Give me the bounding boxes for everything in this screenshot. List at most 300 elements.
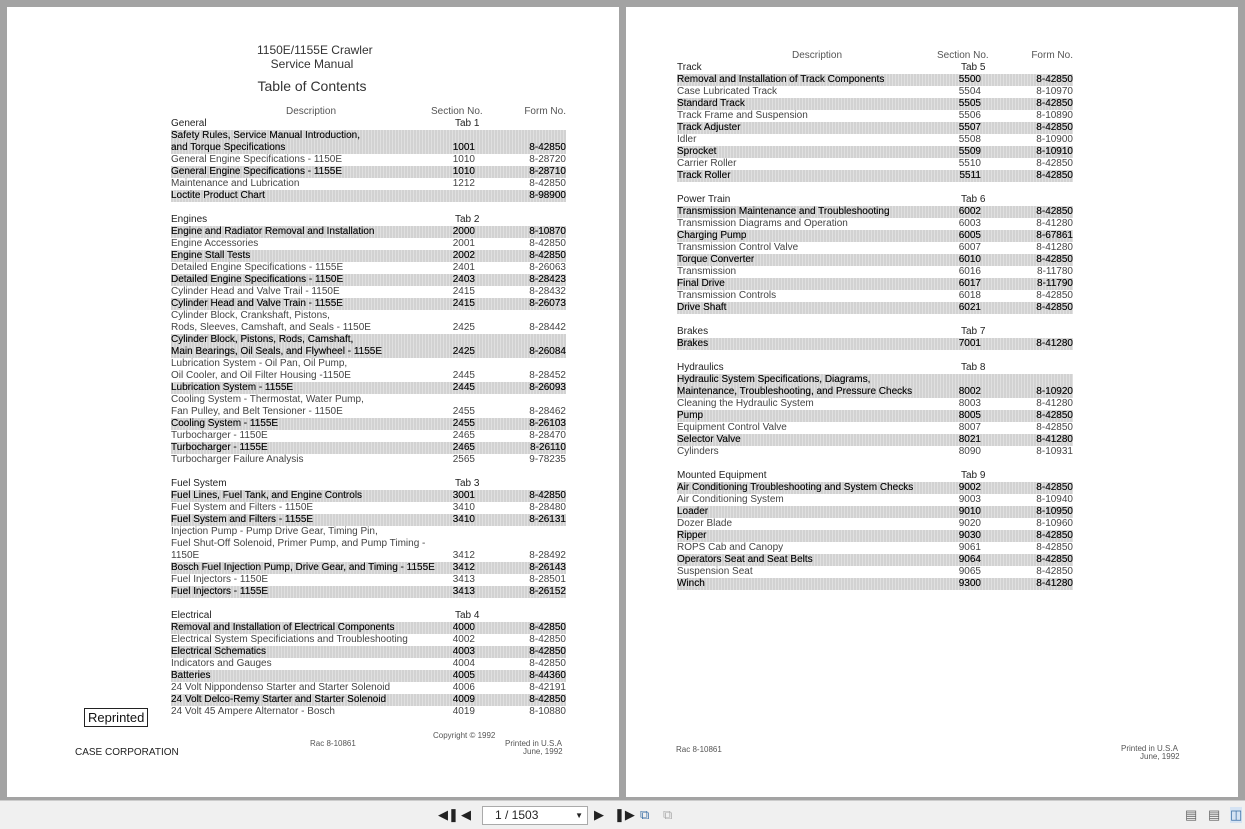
section-gap <box>677 182 1073 194</box>
rac-number: Rac 8-10861 <box>676 745 722 754</box>
first-page-icon[interactable]: ◀❚ <box>438 807 459 822</box>
toc-row[interactable] <box>677 110 1073 122</box>
row-form-no: 8-26110 <box>530 442 566 453</box>
row-description <box>677 290 1073 302</box>
row-description <box>171 574 566 586</box>
toc-row[interactable] <box>677 266 1073 278</box>
row-description-line: 24 Volt Delco-Remy Starter and Starter Solenoid <box>171 694 387 705</box>
row-description-line: Cooling System - Thermostat, Water Pump, <box>171 394 364 405</box>
copyright: Copyright © 1992 <box>433 731 496 740</box>
row-section-no: 9020 <box>958 518 981 529</box>
row-section-no: 4003 <box>452 646 475 657</box>
row-section-no: 3413 <box>452 574 475 585</box>
row-description-line: Transmission Controls <box>677 290 777 301</box>
row-section-no: 4004 <box>452 658 475 669</box>
row-description-line: Suspension Seat <box>677 566 753 577</box>
row-description-line: Cylinder Block, Pistons, Rods, Camshaft, <box>171 334 354 345</box>
row-description <box>171 226 566 238</box>
row-form-no: 8-42191 <box>529 682 566 693</box>
row-form-no: 8-11780 <box>1037 266 1073 277</box>
row-description <box>171 670 566 682</box>
row-section-no: 6021 <box>958 302 981 313</box>
section-tab: Tab 9 <box>961 470 986 481</box>
toc-row[interactable] <box>171 454 566 466</box>
toc-row[interactable] <box>677 578 1073 590</box>
row-description <box>171 502 566 514</box>
row-description <box>677 230 1073 242</box>
row-description-line: Injection Pump - Pump Drive Gear, Timing Pin, <box>171 526 378 537</box>
row-description-line: Cylinder Block, Crankshaft, Pistons, <box>171 310 330 321</box>
row-form-no: 8-28423 <box>529 274 566 285</box>
toc-row[interactable] <box>677 554 1073 566</box>
single-page-view-icon[interactable]: ⧉ <box>640 807 650 822</box>
row-description <box>171 646 566 658</box>
toc-row[interactable] <box>171 706 566 718</box>
row-form-no: 8-10880 <box>529 706 566 717</box>
row-description-line: Dozer Blade <box>677 518 733 529</box>
doc-title-line2: Service Manual <box>270 57 354 71</box>
row-form-no: 8-10910 <box>1036 146 1073 157</box>
row-description <box>677 338 1073 350</box>
row-section-no: 4002 <box>452 634 475 645</box>
section-heading <box>171 610 566 622</box>
row-section-no: 4006 <box>452 682 475 693</box>
row-description <box>677 206 1073 218</box>
row-section-no: 9030 <box>958 530 981 541</box>
row-section-no: 2565 <box>452 454 475 465</box>
row-description <box>171 490 566 502</box>
toc-row[interactable] <box>677 86 1073 98</box>
row-section-no: 5508 <box>958 134 981 145</box>
toc-row[interactable] <box>677 518 1073 530</box>
toc-row[interactable] <box>171 262 566 274</box>
section-name: Fuel System <box>171 478 227 489</box>
row-description-line: Fuel Injectors - 1150E <box>171 574 269 585</box>
section-gap <box>171 202 566 214</box>
row-form-no: 8-42850 <box>1036 542 1073 553</box>
toc-row[interactable] <box>171 250 566 262</box>
row-section-no: 2000 <box>452 226 475 237</box>
row-form-no: 8-26093 <box>529 382 566 393</box>
toc-row[interactable] <box>677 254 1073 266</box>
row-description-line: Final Drive <box>677 278 725 289</box>
row-description-line: Maintenance, Troubleshooting, and Pressure Checks <box>677 386 913 397</box>
row-description <box>677 422 1073 434</box>
toc-row[interactable] <box>171 382 566 394</box>
col-form: Form No. <box>524 106 566 117</box>
toc-row[interactable] <box>171 274 566 286</box>
toc-row[interactable] <box>171 526 566 562</box>
row-form-no: 8-42850 <box>529 238 566 249</box>
row-section-no: 8002 <box>958 386 981 397</box>
toc-row[interactable] <box>171 670 566 682</box>
toc-row[interactable] <box>171 298 566 310</box>
row-form-no: 8-42850 <box>1036 530 1073 541</box>
toc-row[interactable] <box>677 134 1073 146</box>
row-form-no: 8-41280 <box>1036 398 1073 409</box>
section-name: Mounted Equipment <box>677 470 767 481</box>
next-page-icon[interactable]: ▶ <box>594 807 604 822</box>
row-description <box>171 154 566 166</box>
row-description <box>171 586 566 598</box>
toc-row[interactable] <box>677 374 1073 398</box>
toc-row[interactable] <box>677 494 1073 506</box>
row-form-no: 8-42850 <box>1036 74 1073 85</box>
row-description <box>171 430 566 442</box>
row-description <box>677 134 1073 146</box>
row-description-line: Fuel Injectors - 1155E <box>171 586 269 597</box>
section-gap <box>677 350 1073 362</box>
row-form-no: 8-28470 <box>529 430 566 441</box>
row-section-no: 9003 <box>958 494 981 505</box>
row-description <box>677 74 1073 86</box>
row-description <box>171 694 566 706</box>
row-form-no: 8-98900 <box>529 190 566 201</box>
row-form-no: 8-42850 <box>1036 170 1073 181</box>
row-description-line: Engine and Radiator Removal and Installation <box>171 226 375 237</box>
toc-row[interactable] <box>171 646 566 658</box>
toc-row[interactable] <box>677 290 1073 302</box>
row-form-no: 9-78235 <box>529 454 566 465</box>
row-description-line: Main Bearings, Oil Seals, and Flywheel - 1155E <box>171 346 383 357</box>
row-description-line: Rods, Sleeves, Camshaft, and Seals - 1150E <box>171 322 371 333</box>
row-description-line: Removal and Installation of Electrical Components <box>171 622 395 633</box>
toc-heading: Table of Contents <box>257 78 367 94</box>
row-description-line: Electrical Schematics <box>171 646 267 657</box>
row-form-no: 8-10900 <box>1036 134 1073 145</box>
row-form-no: 8-26103 <box>529 418 566 429</box>
row-description <box>677 506 1073 518</box>
row-description <box>677 278 1073 290</box>
toc-row[interactable] <box>677 410 1073 422</box>
section-name: Engines <box>171 214 208 225</box>
row-description-line: Pump <box>677 410 704 421</box>
toc-row[interactable] <box>171 490 566 502</box>
row-form-no: 8-28432 <box>529 286 566 297</box>
doc-title-line1: 1150E/1155E Crawler <box>257 43 373 57</box>
section-gap <box>677 314 1073 326</box>
row-description-line: Standard Track <box>677 98 745 109</box>
row-form-no: 8-42850 <box>1036 302 1073 313</box>
toc-row[interactable] <box>677 218 1073 230</box>
row-description-line: General Engine Specifications - 1150E <box>171 154 343 165</box>
toc-row[interactable] <box>677 206 1073 218</box>
toc-row[interactable] <box>171 394 566 418</box>
row-section-no: 7001 <box>958 338 981 349</box>
toc-table-right <box>677 50 1073 590</box>
row-form-no: 8-42850 <box>1036 554 1073 565</box>
row-form-no: 8-42850 <box>529 634 566 645</box>
row-description-line: Detailed Engine Specifications - 1155E <box>171 262 344 273</box>
row-form-no: 8-10931 <box>1036 446 1073 457</box>
toc-row[interactable] <box>677 158 1073 170</box>
printed-in: Printed in U.S.A <box>1121 744 1178 753</box>
row-description-line: Loader <box>677 506 709 517</box>
row-description-line: Fuel System and Filters - 1150E <box>171 502 314 513</box>
toc-row[interactable] <box>171 286 566 298</box>
toc-row[interactable] <box>171 694 566 706</box>
row-description <box>677 578 1073 590</box>
row-description-line: Drive Shaft <box>677 302 727 313</box>
row-description <box>171 682 566 694</box>
row-description-line: Turbocharger - 1155E <box>171 442 268 453</box>
section-tab: Tab 7 <box>961 326 986 337</box>
row-section-no: 2002 <box>452 250 475 261</box>
row-description <box>171 562 566 574</box>
two-page-layout-icon[interactable]: ◫ <box>1230 807 1243 822</box>
toc-row[interactable] <box>171 502 566 514</box>
row-description-line: Cylinders <box>677 446 719 457</box>
row-description-line: Batteries <box>171 670 211 681</box>
pdf-page-left <box>7 7 619 797</box>
toc-row[interactable] <box>171 334 566 358</box>
toc-row[interactable] <box>677 434 1073 446</box>
row-section-no: 9002 <box>958 482 981 493</box>
prev-page-icon[interactable]: ◀ <box>461 807 471 822</box>
row-description-line: Oil Cooler, and Oil Filter Housing -1150E <box>171 370 351 381</box>
row-description-line: Engine Stall Tests <box>171 250 251 261</box>
section-tab: Tab 3 <box>455 478 480 489</box>
row-form-no: 8-28720 <box>529 154 566 165</box>
row-description-line: Cleaning the Hydraulic System <box>677 398 814 409</box>
toc-row[interactable] <box>171 634 566 646</box>
toc-row[interactable] <box>171 574 566 586</box>
section-gap <box>677 458 1073 470</box>
row-form-no: 8-26152 <box>529 586 566 597</box>
row-description-line: Carrier Roller <box>677 158 737 169</box>
col-section: Section No. <box>431 106 483 117</box>
row-description-line: Case Lubricated Track <box>677 86 778 97</box>
toc-row[interactable] <box>171 226 566 238</box>
row-description-line: Air Conditioning System <box>677 494 784 505</box>
single-page-layout-icon[interactable]: ▤ <box>1185 807 1198 822</box>
section-heading <box>171 118 566 130</box>
row-section-no: 1010 <box>452 166 475 177</box>
row-description-line: Sprocket <box>677 146 717 157</box>
toc-row[interactable] <box>171 418 566 430</box>
chevron-down-icon: ▼ <box>575 811 583 820</box>
row-section-no: 2425 <box>452 346 475 357</box>
row-description <box>171 286 566 298</box>
toc-row[interactable] <box>677 530 1073 542</box>
toc-row[interactable] <box>171 178 566 190</box>
row-description-line: Safety Rules, Service Manual Introduction, <box>171 130 360 141</box>
toc-row[interactable] <box>171 130 566 154</box>
row-description-line: Idler <box>677 134 697 145</box>
toc-row[interactable] <box>171 658 566 670</box>
row-description-line: Maintenance and Lubrication <box>171 178 300 189</box>
row-section-no: 3410 <box>452 514 475 525</box>
row-section-no: 3001 <box>452 490 475 501</box>
row-description <box>677 86 1073 98</box>
toc-row[interactable] <box>171 358 566 382</box>
row-description <box>171 418 566 430</box>
row-form-no: 8-28442 <box>529 322 566 333</box>
page-number-select[interactable] <box>482 806 588 825</box>
toc-row[interactable] <box>677 170 1073 182</box>
row-section-no: 6007 <box>958 242 981 253</box>
toc-row[interactable] <box>171 514 566 526</box>
row-form-no: 8-42850 <box>529 658 566 669</box>
row-form-no: 8-10940 <box>1036 494 1073 505</box>
row-description <box>677 242 1073 254</box>
toc-row[interactable] <box>171 238 566 250</box>
column-headers <box>677 50 1073 62</box>
row-form-no: 8-42850 <box>1036 482 1073 493</box>
row-form-no: 8-28452 <box>529 370 566 381</box>
toc-row[interactable] <box>677 338 1073 350</box>
toc-row[interactable] <box>171 622 566 634</box>
row-description <box>677 122 1073 134</box>
row-section-no: 8003 <box>958 398 981 409</box>
reprinted-stamp: Reprinted <box>84 708 148 727</box>
row-form-no: 8-10950 <box>1036 506 1073 517</box>
facing-view-icon[interactable]: ⧉ <box>663 807 673 822</box>
row-description-line: Loctite Product Chart <box>171 190 265 201</box>
row-description <box>677 302 1073 314</box>
toc-row[interactable] <box>677 446 1073 458</box>
row-form-no: 8-42850 <box>1036 122 1073 133</box>
toc-row[interactable] <box>677 74 1073 86</box>
toc-row[interactable] <box>677 230 1073 242</box>
toc-row[interactable] <box>677 278 1073 290</box>
row-form-no: 8-42850 <box>1036 422 1073 433</box>
row-description <box>171 358 566 382</box>
row-description-line: Fuel Lines, Fuel Tank, and Engine Controls <box>171 490 363 501</box>
row-form-no: 8-11790 <box>1037 278 1073 289</box>
row-form-no: 8-42850 <box>1036 206 1073 217</box>
row-description <box>677 494 1073 506</box>
col-description: Description <box>792 50 843 61</box>
toc-row[interactable] <box>171 310 566 334</box>
row-description <box>677 254 1073 266</box>
row-form-no: 8-28480 <box>529 502 566 513</box>
row-form-no: 8-42850 <box>529 178 566 189</box>
row-description <box>171 166 566 178</box>
row-section-no: 2415 <box>452 298 475 309</box>
row-description-line: Selector Valve <box>677 434 741 445</box>
row-section-no: 3413 <box>452 586 475 597</box>
section-heading <box>677 62 1073 74</box>
row-section-no: 3412 <box>452 550 475 561</box>
row-description-line: Fuel System and Filters - 1155E <box>171 514 314 525</box>
section-name: Power Train <box>677 194 731 205</box>
row-description-line: Ripper <box>677 530 707 541</box>
row-section-no: 8005 <box>958 410 981 421</box>
row-form-no: 8-26073 <box>529 298 566 309</box>
row-section-no: 3410 <box>452 502 475 513</box>
row-description <box>171 334 566 358</box>
row-description <box>171 622 566 634</box>
row-section-no: 1001 <box>452 142 475 153</box>
row-description <box>171 394 566 418</box>
row-description-line: ROPS Cab and Canopy <box>677 542 784 553</box>
row-form-no: 8-42850 <box>529 250 566 261</box>
toc-row[interactable] <box>677 122 1073 134</box>
toc-row[interactable] <box>677 398 1073 410</box>
row-section-no: 9061 <box>958 542 981 553</box>
row-section-no: 5506 <box>958 110 981 121</box>
section-name: Brakes <box>677 326 709 337</box>
row-description-line: Electrical System Specificiations and Troubleshooting <box>171 634 408 645</box>
toc-row[interactable] <box>171 682 566 694</box>
continuous-layout-icon[interactable]: ▤ <box>1208 807 1221 822</box>
col-section: Section No. <box>937 50 989 61</box>
row-section-no: 8007 <box>958 422 981 433</box>
toc-row[interactable] <box>677 542 1073 554</box>
printed-in: Printed in U.S.A <box>505 739 562 748</box>
toc-row[interactable] <box>677 482 1073 494</box>
toc-row[interactable] <box>677 422 1073 434</box>
toc-row[interactable] <box>171 166 566 178</box>
section-tab: Tab 8 <box>961 362 986 373</box>
toc-row[interactable] <box>171 154 566 166</box>
row-section-no: 2415 <box>452 286 475 297</box>
row-description-line: Cylinder Head and Valve Trail - 1150E <box>171 286 340 297</box>
row-description-line: Equipment Control Valve <box>677 422 787 433</box>
row-section-no: 1212 <box>452 178 475 189</box>
row-description <box>677 434 1073 446</box>
row-section-no: 2465 <box>452 442 475 453</box>
row-description-line: Track Frame and Suspension <box>677 110 808 121</box>
toc-row[interactable] <box>677 146 1073 158</box>
row-form-no: 8-44360 <box>529 670 566 681</box>
section-heading <box>677 326 1073 338</box>
row-section-no: 4005 <box>452 670 475 681</box>
row-description <box>171 262 566 274</box>
last-page-icon[interactable]: ❚▶ <box>614 807 635 822</box>
row-section-no: 9010 <box>958 506 981 517</box>
toc-row[interactable] <box>677 98 1073 110</box>
row-form-no: 8-10920 <box>1036 386 1073 397</box>
row-form-no: 8-42850 <box>1036 254 1073 265</box>
toc-row[interactable] <box>677 506 1073 518</box>
toc-row[interactable] <box>677 566 1073 578</box>
section-name: Electrical <box>171 610 212 621</box>
toc-row[interactable] <box>677 302 1073 314</box>
row-description <box>677 110 1073 122</box>
row-description-line: Air Conditioning Troubleshooting and System Checks <box>677 482 914 493</box>
toc-row[interactable] <box>171 442 566 454</box>
toc-row[interactable] <box>171 430 566 442</box>
row-section-no: 8021 <box>958 434 981 445</box>
row-form-no: 8-41280 <box>1036 578 1073 589</box>
section-heading <box>171 478 566 490</box>
col-description: Description <box>286 106 337 117</box>
section-heading <box>677 362 1073 374</box>
row-description <box>171 238 566 250</box>
toc-row[interactable] <box>171 562 566 574</box>
row-description-line: Transmission Diagrams and Operation <box>677 218 848 229</box>
row-form-no: 8-28462 <box>529 406 566 417</box>
toc-row[interactable] <box>171 586 566 598</box>
section-heading <box>677 194 1073 206</box>
toc-row[interactable] <box>677 242 1073 254</box>
section-tab: Tab 6 <box>961 194 986 205</box>
section-name: Track <box>677 62 702 73</box>
toc-row[interactable] <box>171 190 566 202</box>
row-description-line: Removal and Installation of Track Components <box>677 74 885 85</box>
row-description-line: Track Adjuster <box>677 122 741 133</box>
row-description-line: Hydraulic System Specifications, Diagrams, <box>677 374 871 385</box>
row-description-line: Cooling System - 1155E <box>171 418 279 429</box>
section-heading <box>677 470 1073 482</box>
row-form-no: 8-26063 <box>529 262 566 273</box>
row-form-no: 8-42850 <box>1036 290 1073 301</box>
row-description-line: Transmission Maintenance and Troubleshooting <box>677 206 890 217</box>
row-form-no: 8-41280 <box>1036 434 1073 445</box>
row-description <box>171 454 566 466</box>
